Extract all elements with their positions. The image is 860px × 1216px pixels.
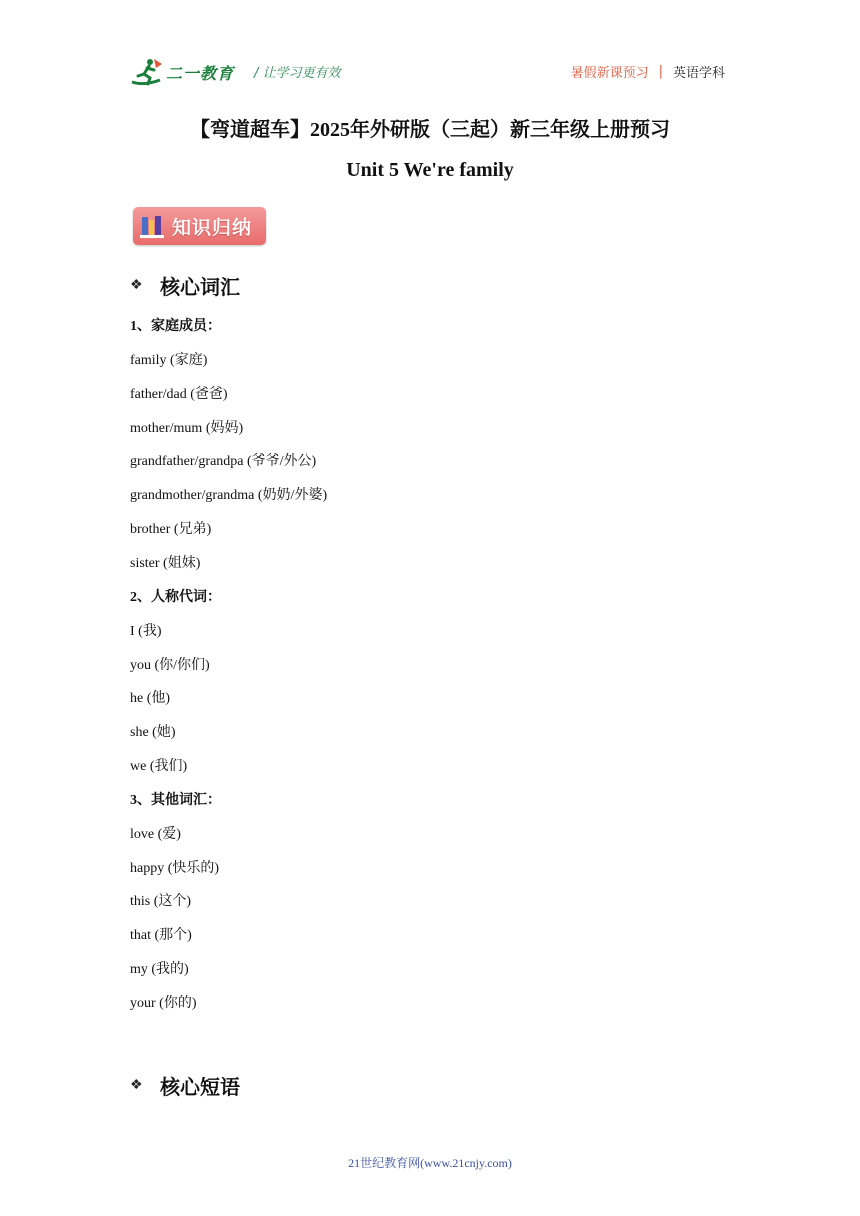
vocab-item: we (我们) (130, 759, 188, 775)
header-separator: | (658, 64, 663, 79)
diamond-bullet-icon: ❖ (130, 1078, 143, 1093)
vocab-item: family (家庭) (130, 352, 208, 368)
diamond-bullet-icon: ❖ (130, 278, 143, 293)
section-core-phrases (130, 1071, 240, 1100)
page-footer: 21世纪教育网(www.21cnjy.com) (348, 1156, 512, 1170)
vocab-item: happy (快乐的) (130, 860, 220, 876)
vocab-item: grandfather/grandpa (爷爷/外公) (130, 454, 317, 470)
slogan: / 让学习更有效 (254, 66, 341, 81)
vocab-item: you (你/你们) (130, 657, 210, 673)
runner-logo-icon (130, 56, 164, 88)
vocab-item: grandmother/grandma (奶奶/外婆) (130, 488, 328, 504)
vocab-item: mother/mum (妈妈) (130, 420, 244, 436)
document-title: 【弯道超车】2025年外研版（三起）新三年级上册预习 (190, 119, 670, 141)
page-header (130, 56, 725, 90)
vocab-item: father/dad (爸爸) (130, 386, 228, 402)
vocab-category-heading: 3、其他词汇： (130, 792, 221, 808)
logo (130, 56, 234, 88)
vocab-item: she (她) (130, 725, 176, 741)
vocab-item: my (我的) (130, 962, 189, 978)
knowledge-badge (133, 207, 266, 245)
section-title: 核心短语 (160, 1075, 240, 1099)
vocab-item: brother (兄弟) (130, 522, 212, 538)
vocab-item: he (他) (130, 691, 171, 707)
section-title: 核心词汇 (160, 275, 240, 299)
section-core-vocab (130, 271, 240, 300)
vocab-item: your (你的) (130, 996, 197, 1011)
unit-title: Unit 5 We're family (346, 159, 514, 181)
vocab-category-heading: 2、人称代词： (130, 589, 221, 605)
vocab-item: sister (姐妹) (130, 555, 201, 571)
vocab-item: this (这个) (130, 894, 192, 910)
vocab-item: love (爱) (130, 826, 181, 842)
badge-label: 知识归纳 (172, 216, 253, 239)
vocab-item: I (我) (130, 623, 162, 639)
logo-text: 二一教育 (166, 63, 235, 83)
subject-label: 英语学科 (672, 66, 725, 81)
vocab-category-heading: 1、家庭成员： (130, 319, 221, 334)
vocab-item: that (那个) (130, 928, 192, 944)
header-meta (571, 62, 725, 81)
book-icon (139, 213, 165, 239)
preview-label: 暑假新课预习 (570, 66, 649, 81)
